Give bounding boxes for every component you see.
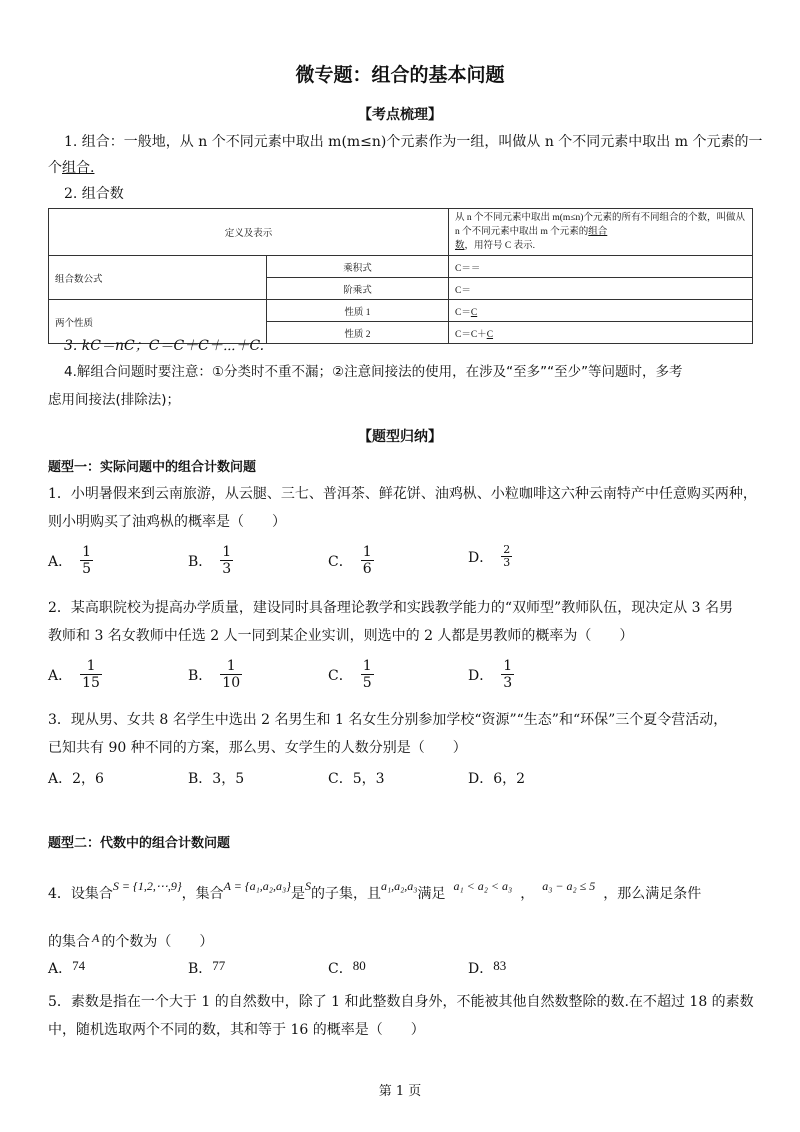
- table-cell-property-1: 性质 1: [267, 300, 449, 322]
- table-cell-properties-label: 两个性质: [49, 300, 267, 344]
- table-cell-factorial-formula: C＝: [449, 278, 753, 300]
- option-label: B．: [188, 667, 213, 684]
- option-value: 74: [72, 958, 86, 973]
- fraction-denominator: 3: [503, 556, 511, 569]
- paragraph-4-line-1: 4.解组合问题时要注意：①分类时不重不漏；②注意间接法的使用，在涉及“至多”“至少”等问题时，多考: [64, 364, 683, 380]
- question-5-line-2: 中，随机选取两个不同的数，其和等于 16 的概率是（ ）: [48, 1022, 425, 1038]
- paragraph-1-line-2: 个组合.: [48, 160, 95, 176]
- fraction: [501, 658, 514, 691]
- option-label: C．: [328, 667, 353, 684]
- option-label: A．: [48, 961, 73, 977]
- fraction-denominator: 3: [222, 561, 232, 577]
- option-label: B．: [188, 553, 213, 570]
- fraction-numerator: 1: [80, 658, 102, 675]
- math-set-s: S = {1,2,⋯,9}: [112, 879, 182, 893]
- table-cell-property-1-formula: C＝C: [449, 300, 753, 322]
- table-cell-property-2-formula: C＝C＋C: [449, 322, 753, 344]
- paragraph-1-line-1: 1. 组合：一般地，从 n 个不同元素中取出 m(m≤n)个元素作为一组，叫做从 n 个不同元素中取出 m 个元素的一: [64, 134, 763, 150]
- question-1-option-c[interactable]: [328, 544, 374, 577]
- question-3-option-c[interactable]: C．5，3: [328, 771, 385, 787]
- math-difference: a₃ − a₂ ≤ 5: [542, 879, 596, 893]
- question-1-option-b[interactable]: [188, 544, 233, 577]
- fraction-numerator: 1: [362, 658, 372, 674]
- fraction-numerator: 2: [503, 543, 511, 556]
- fraction-denominator: 10: [222, 675, 241, 691]
- option-label: C．: [328, 961, 353, 977]
- fraction-denominator: 5: [362, 675, 372, 691]
- option-label: A．: [48, 553, 73, 570]
- question-1-line-2: 则小明购买了油鸡枞的概率是（ ）: [48, 514, 286, 530]
- question-2-option-b[interactable]: [188, 658, 242, 691]
- table-cell-product-form: 乘积式: [267, 256, 449, 278]
- paragraph-3: 3. kC＝nC；C＝C＋C＋⋯＋C.: [64, 338, 265, 354]
- section-heading-question-types: 【题型归纳】: [358, 429, 442, 445]
- question-type-1-heading: 题型一：实际问题中的组合计数问题: [48, 460, 257, 475]
- question-2-line-2: 教师和 3 名女教师中任选 2 人一同到某企业实训，则选中的 2 人都是男教师的概率为（ ）: [48, 628, 634, 644]
- fraction-numerator: 1: [82, 544, 92, 560]
- option-label: C．: [328, 553, 353, 570]
- fraction: [361, 658, 374, 691]
- option-label: D．: [468, 549, 494, 566]
- question-4-line-2: 的集合 A 的个数为（ ）: [48, 931, 214, 950]
- question-2-option-a[interactable]: [48, 658, 102, 691]
- table-cell-factorial-form: 阶乘式: [267, 278, 449, 300]
- table-cell-definition-label: 定义及表示: [49, 209, 449, 256]
- paragraph-2: 2. 组合数: [64, 186, 124, 202]
- math-order: a₁ < a₂ < a₃: [453, 879, 513, 893]
- table-cell-product-formula: C＝＝: [449, 256, 753, 278]
- math-elements: a₁,a₂,a₃: [380, 879, 418, 893]
- question-3-line-1: 3．现从男、女共 8 名学生中选出 2 名男生和 1 名女生分别参加学校“资源”“生态”和“环保”三个夏令营活动，: [48, 712, 728, 728]
- fraction-numerator: 1: [222, 544, 232, 560]
- table-cell-definition: 从 n 个不同元素中取出 m(m≤n)个元素的所有不同组合的个数，叫做从 n 个不同元素中取出 m 个元素的组合 数，用符号 C 表示.: [449, 209, 753, 256]
- option-label: D．: [468, 667, 494, 684]
- fraction: [80, 544, 93, 577]
- question-2-option-d[interactable]: [468, 658, 514, 691]
- question-1-option-a[interactable]: [48, 544, 93, 577]
- table-cell-property-2: 性质 2: [267, 322, 449, 344]
- question-3-line-2: 已知共有 90 种不同的方案，那么男、女学生的人数分别是（ ）: [48, 740, 467, 756]
- table-cell-formula-label: 组合数公式: [49, 256, 267, 300]
- question-type-2-heading: 题型二：代数中的组合计数问题: [48, 836, 231, 851]
- fraction-numerator: 1: [220, 658, 242, 675]
- section-heading-key-points: 【考点梳理】: [358, 107, 442, 123]
- question-4-option-d[interactable]: [468, 958, 506, 978]
- option-label: A．: [48, 667, 73, 684]
- question-4-line-1: 4．设集合S = {1,2,⋯,9}，集合A = {a₁,a₂,a₃}是S的子集，且a₁,a₂,a₃满足 a₁ < a₂ < a₃ ， a₃ − a₂ ≤ 5 ，那么满足条件: [48, 879, 702, 902]
- combination-table: [48, 208, 753, 344]
- fraction: [80, 658, 102, 691]
- question-2-line-1: 2．某高职院校为提高办学质量，建设同时具备理论教学和实践教学能力的“双师型”教师队伍，现决定从 3 名男: [48, 600, 734, 616]
- fraction: [361, 544, 374, 577]
- question-5-line-1: 5．素数是指在一个大于 1 的自然数中，除了 1 和此整数自身外，不能被其他自然数整除的数.在不超过 18 的素数: [48, 994, 754, 1010]
- fraction: [501, 544, 512, 569]
- option-label: B．: [188, 961, 213, 977]
- option-value: 83: [493, 958, 507, 973]
- page-footer: 第 1 页: [378, 1084, 422, 1099]
- fraction-numerator: 1: [503, 658, 513, 674]
- math-set-a: A = {a₁,a₂,a₃}: [223, 879, 291, 893]
- fraction: [220, 658, 242, 691]
- question-1-option-d[interactable]: [468, 544, 512, 569]
- fraction-denominator: 15: [82, 675, 100, 691]
- math-s: S: [304, 879, 311, 893]
- fraction-denominator: 3: [503, 675, 513, 691]
- question-2-option-c[interactable]: [328, 658, 374, 691]
- fraction-denominator: 5: [82, 561, 92, 577]
- fraction-denominator: 6: [362, 561, 372, 577]
- question-3-option-d[interactable]: D．6，2: [468, 771, 526, 787]
- question-4-option-a[interactable]: [48, 958, 85, 978]
- question-3-option-b[interactable]: B．3，5: [188, 771, 245, 787]
- fraction: [220, 544, 233, 577]
- question-3-option-a[interactable]: A．2，6: [48, 771, 104, 787]
- option-label: D．: [468, 961, 494, 977]
- question-1-line-1: 1．小明暑假来到云南旅游，从云腿、三七、普洱茶、鲜花饼、油鸡枞、小粒咖啡这六种云南特产中任意购买两种，: [48, 486, 757, 502]
- question-4-option-c[interactable]: [328, 958, 366, 978]
- question-4-option-b[interactable]: [188, 958, 225, 978]
- fraction-numerator: 1: [362, 544, 372, 560]
- paragraph-4-line-2: 虑用间接法(排除法)；: [48, 392, 181, 408]
- option-value: 77: [212, 958, 226, 973]
- option-value: 80: [352, 958, 366, 973]
- page-title: 微专题：组合的基本问题: [295, 64, 505, 86]
